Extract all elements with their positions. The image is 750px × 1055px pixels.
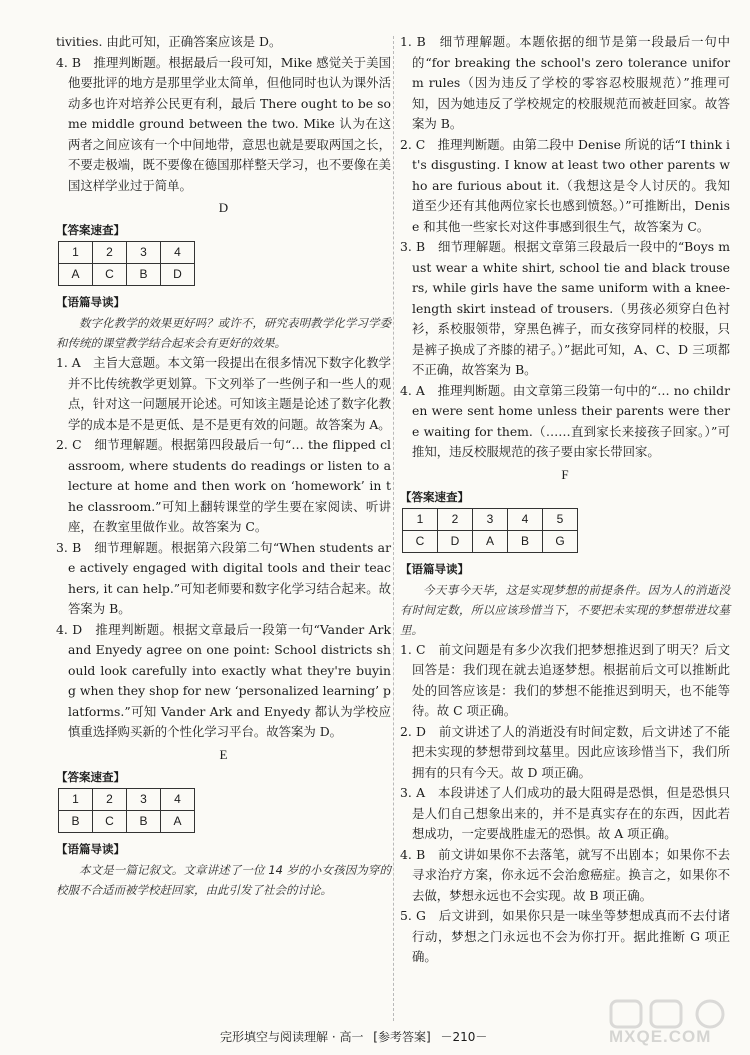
section-e-guide: 本文是一篇记叙文。文章讲述了一位 14 岁的小女孩因为穿的校服不合适而被学校赶回家，由此引发了社会的讨论。: [56, 862, 391, 897]
answer-num: 1: [59, 242, 93, 264]
section-f-guide: 今天事今天毕，这是实现梦想的前提条件。因为人的消逝没有时间定数，所以应该珍惜当下，不要把未实现的梦想带进坟墓里。: [400, 582, 730, 637]
section-f-q3: 3. A 本段讲述了人们成功的最大阻碍是恐惧，但是恐惧只是人们自己想象出来的，并不是真实存在的东西，因此若想成功，一定要战胜虚无的恐惧。故 A 项正确。: [400, 785, 730, 841]
left-column: [56, 32, 391, 900]
section-f-q2: 2. D 前文讲述了人的消逝没有时间定数，后文讲述了不能把未实现的梦想带到坟墓里。因此应该珍惜当下，我们所拥有的只有今天。故 D 项正确。: [400, 723, 730, 780]
answer-num: 1: [403, 508, 438, 530]
section-d-answer-tag: 【答案速查】: [56, 223, 125, 237]
watermark-logo-icon: [607, 997, 732, 1031]
section-d-q2: 2. C 细节理解题。根据第四段最后一句“… the flipped classroom, where students do readings or listen to a lecture at home and then work on ‘homework’ in the classroom.”可知上翻转课堂的学生要在家阅读、听讲座，在教室里做作业。故答案为 C。: [56, 437, 391, 534]
answer-num: 3: [127, 788, 161, 810]
section-f-q5: 5. G 后文讲到，如果你只是一味坐等梦想成真而不去付诸行动，梦想之门永远也不会为你打开。据此推断 G 项正确。: [400, 908, 730, 964]
answer-letter: A: [59, 264, 93, 286]
column-divider: [393, 36, 394, 1021]
answer-letter: B: [508, 530, 543, 552]
answer-letter: A: [473, 530, 508, 552]
section-f-answer-tag: 【答案速查】: [400, 489, 469, 504]
section-d-answer-table: [58, 241, 195, 286]
answer-table-header-row: [403, 508, 578, 530]
footer-book-title: 完形填空与阅读理解 · 高一: [220, 1030, 364, 1044]
answer-letter: A: [161, 810, 195, 832]
section-c-q4: 4. B 推理判断题。根据最后一段可知，Mike 感觉关于美国他要批评的地方是那里学业太简单，但他同时也认为课外活动多也许对培养公民更有利，最后 There ought to be some middle ground between the two. Mike 认为在这两者之间应该有一个中间地带，意思也就是要取两国之长，不要走极端，既不要像在德国那样整天学习，也不要像在美国这样学业过于简单。: [56, 54, 391, 193]
section-e-q4: 4. A 推理判断题。由文章第三段第一句中的“… no children were sent home unless their parents were there waiting for them.（……直到家长来接孩子回家。）”可推知，违反校服规范的孩子要由家长带回家。: [400, 382, 730, 459]
answer-letter: D: [161, 264, 195, 286]
section-f-answer-table: [402, 508, 578, 553]
site-watermark: [607, 997, 732, 1049]
section-e-q3: 3. B 细节理解题。根据文章第三段最后一段中的“Boys must wear a white shirt, school tie and black trousers, while girls have the same uniform with a knee-length skirt instead of trousers.（男孩必须穿白色衬衫，系校服领带，穿黑色裤子，而女孩穿同样的校服，只是裤子换成了齐膝的裙子。）”据此可知，A、C、D 三项都不正确，故答案为 B。: [400, 239, 730, 377]
answer-letter: B: [127, 264, 161, 286]
section-d-q3: 3. B 细节理解题。根据第六段第二句“When students are actively engaged with digital tools and their teachers, it can help.”可知老师要和数字化学习结合起来。故答案为 B。: [56, 539, 391, 616]
answer-num: 3: [473, 508, 508, 530]
section-f-q4: 4. B 前文讲如果你不去落笔，就写不出剧本；如果你不去寻求治疗方案，你永远不会治愈癌症。换言之，如果你不去做，梦想永远也不会实现。故 B 项正确。: [400, 846, 730, 903]
answer-num: 4: [161, 788, 195, 810]
page-footer: [220, 1028, 493, 1045]
answer-num: 2: [93, 788, 127, 810]
right-column: [400, 32, 730, 968]
section-e-q1: 1. B 细节理解题。本题依据的细节是第一段最后一句中的“for breaking the school's zero tolerance uniform rules（因为违反了学校的零容忍校服规范）”推理可知，因为她违反了学校规定的校服规范而被赶回家。故答案为 B。: [400, 34, 730, 131]
answer-num: 4: [161, 242, 195, 264]
section-e-q2: 2. C 推理判断题。由第二段中 Denise 所说的话“I think it's disgusting. I know at least two other parents who are furious about it.（我想这是令人讨厌的。我知道至少还有其他两位家长也感到愤怒。）”可推断出，Denise 和其他一些家长对这件事感到很生气，故答案为 C。: [400, 136, 730, 234]
section-f-guide-tag: 【语篇导读】: [400, 561, 469, 576]
section-d-letter: D: [218, 200, 229, 215]
section-d-guide: 数字化教学的效果更好吗？或许不，研究表明教学化学习学委和传统的课堂教学结合起来会有更好的效果。: [56, 316, 391, 350]
section-e-guide-tag: 【语篇导读】: [56, 841, 125, 856]
answer-letter: D: [438, 530, 473, 552]
answer-letter: C: [403, 530, 438, 552]
answer-table-answer-row: [59, 810, 195, 832]
answer-num: 1: [59, 788, 93, 810]
answer-num: 5: [543, 508, 578, 530]
section-e-answer-table: [58, 788, 195, 833]
answer-num: 2: [93, 242, 127, 264]
answer-letter: C: [93, 810, 127, 832]
answer-table-answer-row: [59, 264, 195, 286]
answer-table-header-row: [59, 242, 195, 264]
answer-letter: B: [59, 810, 93, 832]
watermark-text: MXQE.COM: [609, 1027, 712, 1046]
answer-table-answer-row: [403, 530, 578, 552]
footer-page-number: －210－: [440, 1030, 488, 1044]
section-d-q4: 4. D 推理判断题。根据文章最后一段第一句“Vander Ark and Enyedy agree on one point: School districts should look carefully into exactly what they're buying when they shop for new ‘personalized learning’ platforms.”可知 Vander Ark and Enyedy 都认为学校应慎重选择购买新的个性化学习平台。故答案为 D。: [56, 621, 391, 739]
section-f-q1: 1. C 前文问题是有多少次我们把梦想推迟到了明天？后文回答是：我们现在就去追逐梦想。根据前后文可以推断此处的回答应该是：我们的梦想不能推迟到明天，也不能等待。故 C 项正确。: [400, 641, 730, 718]
answer-num: 3: [127, 242, 161, 264]
answer-letter: C: [93, 264, 127, 286]
footer-label: [参考答案]: [373, 1030, 431, 1044]
section-d-guide-tag: 【语篇导读】: [56, 295, 125, 309]
answer-table-header-row: [59, 788, 195, 810]
prev-answer-tail: tivities. 由此可知，正确答案应该是 D。: [56, 34, 282, 49]
answer-letter: B: [127, 810, 161, 832]
section-e-answer-tag: 【答案速查】: [56, 769, 125, 784]
section-e-letter: E: [219, 746, 228, 762]
section-f-letter: F: [561, 466, 569, 482]
section-d-q1: 1. A 主旨大意题。本文第一段提出在很多情况下数字化教学并不比传统教学更划算。下文列举了一些例子和一些人的观点，针对这一问题展开论述。可知该主题是论述了数字化教学的成本是不是更低、是不是更有效的问题。故答案为 A。: [56, 355, 391, 432]
answer-num: 2: [438, 508, 473, 530]
answer-num: 4: [508, 508, 543, 530]
answer-letter: G: [543, 530, 578, 552]
